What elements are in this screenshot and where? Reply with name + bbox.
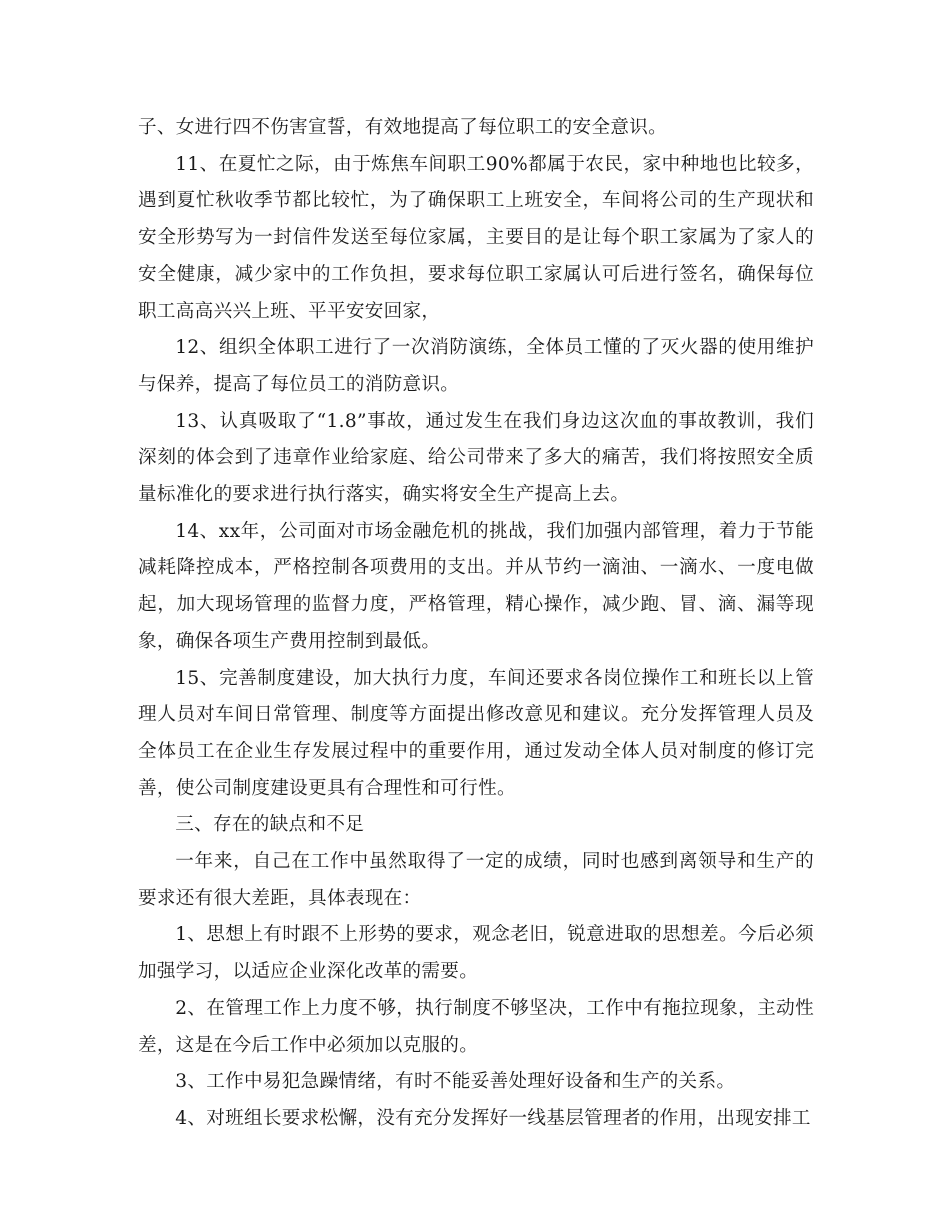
paragraph-item-15: 15、完善制度建设，加大执行力度，车间还要求各岗位操作工和班长以上管理人员对车间日常管理、制度等方面提出修改意见和建议。充分发挥管理人员及全体员工在企业生存发展过程中的重要作用，通过发动全体人员对制度的修订完善，使公司制度建设更具有合理性和可行性。 [138,667,814,799]
paragraph-item-13: 13、认真吸取了“1.8”事故，通过发生在我们身边这次血的事故教训，我们深刻的体会到了违章作业给家庭、给公司带来了多大的痛苦，我们将按照安全质量标准化的要求进行执行落实，确实将安全生产提高上去。 [138,410,814,506]
section-heading-shortcomings: 三、存在的缺点和不足 [175,814,365,836]
paragraph-intro: 一年来，自己在工作中虽然取得了一定的成绩，同时也感到离领导和生产的要求还有很大差距，具体表现在： [138,851,814,909]
document-body [138,110,814,1138]
paragraph-continuation: 子、女进行四不伤害宣誓，有效地提高了每位职工的安全意识。 [138,117,668,138]
paragraph-shortcoming-3: 3、工作中易犯急躁情绪，有时不能妥善处理好设备和生产的关系。 [175,1071,736,1093]
paragraph-shortcoming-1: 1、思想上有时跟不上形势的要求，观念老旧，锐意进取的思想差。今后必须加强学习，以适应企业深化改革的需要。 [138,924,814,983]
paragraph-item-11: 11、在夏忙之际，由于炼焦车间职工90%都属于农民，家中种地也比较多，遇到夏忙秋收季节都比较忙，为了确保职工上班安全，车间将公司的生产现状和安全形势写为一封信件发送至每位家属，主要目的是让每个职工家属为了家人的安全健康，减少家中的工作负担，要求每位职工家属认可后进行签名，确保每位职工高高兴兴上班、平平安安回家， [138,153,814,322]
paragraph-item-12: 12、组织全体职工进行了一次消防演练，全体员工懂的了灭火器的使用维护与保养，提高了每位员工的消防意识。 [138,337,814,395]
paragraph-shortcoming-2: 2、在管理工作上力度不够，执行制度不够坚决，工作中有拖拉现象，主动性差，这是在今后工作中必须加以克服的。 [138,997,814,1056]
paragraph-shortcoming-4: 4、对班组长要求松懈，没有充分发挥好一线基层管理者的作用，出现安排工 [175,1107,811,1129]
paragraph-item-14: 14、xx年，公司面对市场金融危机的挑战，我们加强内部管理，着力于节能减耗降控成本，严格控制各项费用的支出。并从节约一滴油、一滴水、一度电做起，加大现场管理的监督力度，严格管理，精心操作，减少跑、冒、滴、漏等现象，确保各项生产费用控制到最低。 [138,520,814,652]
